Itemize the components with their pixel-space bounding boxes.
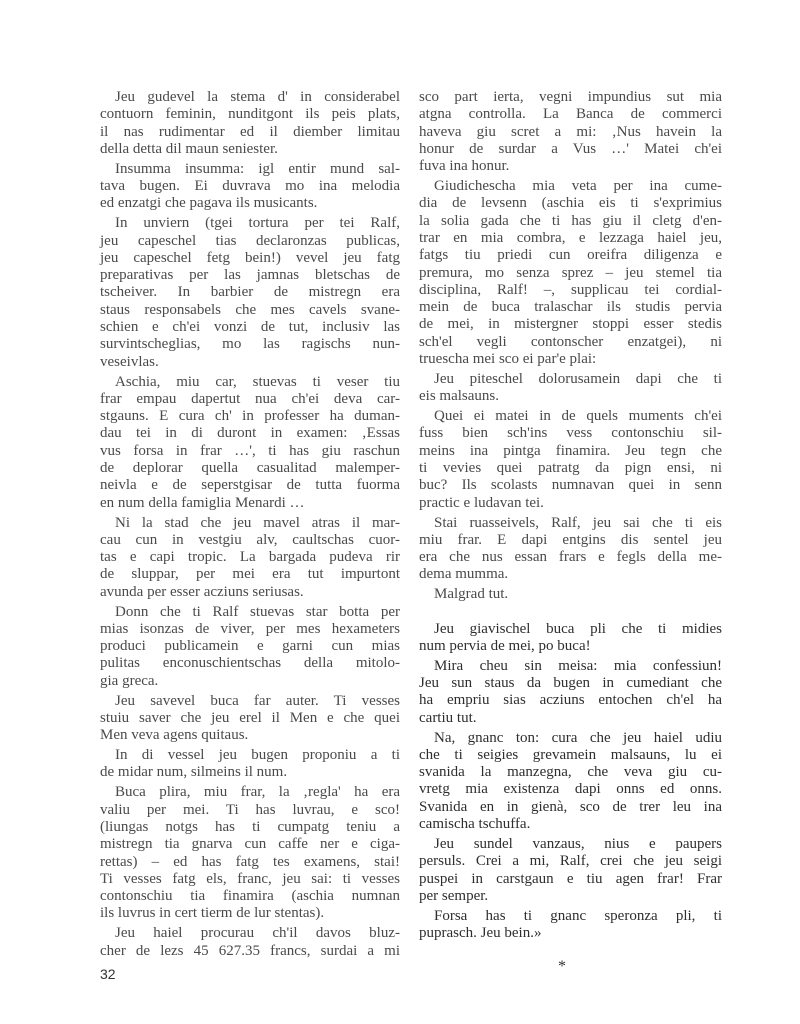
text-line: meins ina pintga finamira. Jeu tegn che — [419, 442, 722, 459]
paragraph — [419, 621, 722, 656]
text-line: Donn che ti Ralf stuevas star botta per — [115, 603, 400, 620]
text-line: Jeu giavischel buca pli che ti midies — [434, 620, 722, 637]
text-line: Buca plira, miu frar, la ‚regla' ha era — [115, 784, 400, 801]
text-line: fuss bien sch'ins vess contonschiu sil- — [419, 425, 722, 442]
text-line: honur de surdar a Vus …' Matei ch'ei — [419, 140, 722, 157]
text-line: valiu per mei. Ti has luvrau, e sco! — [100, 801, 400, 818]
paragraph — [100, 89, 400, 158]
text-line: fuva ina honur. — [419, 158, 510, 175]
text-line: Jeu haiel procurau ch'il davos bluz- — [115, 925, 400, 942]
text-column-left — [100, 89, 400, 962]
text-line: dia de levsenn (aschia eis ti s'exprimius — [419, 195, 722, 212]
paragraph — [419, 730, 722, 834]
text-line: il nas rudimentar ed il diember limitau — [100, 123, 400, 140]
text-line: camischa tschuffa. — [419, 816, 531, 833]
paragraph — [100, 693, 400, 745]
text-line: disciplina, Ralf! –, supplicau tei cordial- — [419, 281, 722, 298]
text-line: Stai ruasseivels, Ralf, jeu sai che ti eis — [434, 514, 722, 531]
text-line: vus forsa in frar …', ti has giu raschun — [100, 442, 400, 459]
text-line: la solia gada che ti has giu il cletg d'en- — [419, 212, 722, 229]
text-line: veseivlas. — [100, 353, 159, 370]
text-line: Jeu sun staus da bugen in cumediant che — [419, 675, 722, 692]
text-line: Aschia, miu car, stuevas ti veser tiu — [115, 373, 400, 390]
text-line: Mira cheu sin meisa: mia confessiun! — [434, 657, 722, 674]
text-line: Forsa has ti gnanc speronza pli, ti — [434, 907, 722, 924]
text-line: gia greca. — [100, 672, 159, 689]
text-line: Malgrad tut. — [434, 586, 509, 603]
text-line: de midar num, silmeins il num. — [100, 764, 288, 781]
paragraph — [100, 215, 400, 371]
text-line: che ti seigies grevamein malsauns, lu ei — [419, 746, 722, 763]
paragraph — [419, 586, 722, 603]
text-line: della detta dil maun seniester. — [100, 140, 278, 157]
text-line: tava bugen. Ei duvrava mo ina melodia — [100, 178, 400, 195]
text-line: stgauns. E cura ch' in professer ha duman- — [100, 408, 400, 425]
text-line: tscheiver. In barbier de mistregn era — [100, 284, 400, 301]
text-column-right — [419, 89, 722, 945]
text-line: practic e ludavan tei. — [419, 494, 544, 511]
text-line: truescha mei sco ei par'e plai: — [419, 351, 597, 368]
text-line: ha empriu sias acziuns entochen ch'el ha — [419, 692, 722, 709]
text-line: Men veva agens quitaus. — [100, 727, 249, 744]
text-line: pulitas enconuschientschas della mitolo- — [100, 655, 400, 672]
text-line: produci publicamein e garni cun mias — [100, 638, 400, 655]
text-line: per semper. — [419, 887, 489, 904]
text-line: puspei in carstgaun e tiu agen frar! Frar — [419, 870, 722, 887]
text-line: eis malsauns. — [419, 388, 499, 405]
text-line: In unviern (tgei tortura per tei Ralf, — [115, 215, 400, 232]
text-line: sch'el vegli contonscher enzatgei), ni — [419, 333, 722, 350]
text-line: puprasch. Jeu bein.» — [419, 925, 542, 941]
paragraph — [100, 925, 400, 960]
text-line: Jeu gudevel la stema d' in considerabel — [115, 89, 400, 105]
text-line: atgna controlla. La Banca de commerci — [419, 106, 722, 123]
paragraph — [419, 908, 722, 943]
text-line: cher de lezs 45 627.35 francs, surdai a mi — [100, 942, 400, 959]
text-line: vretg mia existenza dapi onns ed onns. — [419, 781, 722, 798]
paragraph — [100, 161, 400, 213]
text-line: de deplorar quella casualitad malemper- — [100, 460, 400, 477]
text-line: cau cun in vestgiu alv, caultschas cuor- — [100, 531, 400, 548]
text-line: mein de buca tralaschar ils studis pervia — [419, 299, 722, 316]
text-line: survintscheglias, mo las ragischs nun- — [100, 336, 400, 353]
paragraph — [419, 658, 722, 727]
text-line: contuorn feminin, nunditgont ils peis plats, — [100, 106, 400, 123]
text-line: stuiu saver che jeu erel il Men e che quei — [100, 709, 400, 726]
text-line: Quei ei matei in de quels muments ch'ei — [434, 408, 722, 425]
paragraph — [100, 374, 400, 512]
section-break-asterisk: * — [558, 958, 566, 975]
paragraph — [419, 178, 722, 368]
text-line: Giudichescha mia veta per ina cume- — [434, 178, 722, 195]
text-line: schien e ch'ei vonzi de tut, inclusiv las — [100, 319, 400, 336]
text-line: de sluppar, per mei era tut impurtont — [100, 566, 400, 583]
text-line: premura, mo senza sprez – jeu stemel tia — [419, 264, 722, 281]
text-line: Jeu sundel vanzaus, nius e paupers — [434, 835, 722, 852]
text-line: contonschiu tia finamira (aschia numnan — [100, 888, 400, 905]
paragraph — [419, 515, 722, 584]
paragraph — [100, 604, 400, 690]
text-line: Na, gnanc ton: cura che jeu haiel udiu — [434, 729, 722, 746]
text-line: In di vessel jeu bugen proponiu a ti — [115, 747, 400, 764]
text-line: preparativas per las jamnas bletschas de — [100, 267, 400, 284]
paragraph — [100, 747, 400, 782]
page-number: 32 — [100, 966, 116, 982]
text-line: avunda per esser acziuns seriusas. — [100, 583, 304, 600]
text-line: Jeu savevel buca far auter. Ti vesses — [115, 692, 400, 709]
text-line: dema mumma. — [419, 566, 509, 583]
text-line: staus responsabels che mes cavels svane- — [100, 301, 400, 318]
text-line: ils luvrus in cert tierm de lur stentas). — [100, 905, 325, 922]
text-line: persuls. Crei a mi, Ralf, crei che jeu seigi — [419, 853, 722, 870]
text-line: neivla e de seperstgisar de tutta fuorma — [100, 477, 400, 494]
text-line: Ni la stad che jeu mavel atras il mar- — [115, 514, 400, 531]
text-line: era che nus essan frars e fegls della me- — [419, 549, 722, 566]
text-line: Ti vesses fatg els, franc, jeu sai: ti vesses — [100, 870, 400, 887]
text-line: Jeu piteschel dolorusamein dapi che ti — [434, 370, 722, 387]
text-line: tas e capi tropic. La bargada pudeva rir — [100, 549, 400, 566]
text-line: dau tei in di duront in examen: ‚Essas — [100, 425, 400, 442]
text-line: mistregn tia gnarva cun caffe ner e ciga- — [100, 836, 400, 853]
text-line: de mei, in mistergner stoppi esser stedis — [419, 316, 722, 333]
text-line: miu frar. E dapi entgins dis sentel jeu — [419, 531, 722, 548]
text-line: haveva giu scret a mi: ‚Nus havein la — [419, 123, 722, 140]
paragraph — [100, 515, 400, 601]
paragraph — [100, 784, 400, 922]
text-line: frar empau dapertut nua ch'ei deva car- — [100, 390, 400, 407]
paragraph — [419, 836, 722, 905]
text-line: trar en mia combra, e lezzaga haiel jeu, — [419, 229, 722, 246]
text-line: num pervia de mei, po buca! — [419, 637, 591, 654]
text-line: ed enzatgi che pagava ils musicants. — [100, 195, 318, 212]
text-line: mias isonzas de viver, per mes hexameters — [100, 620, 400, 637]
text-line: svanida la manzegna, che veva giu cu- — [419, 764, 722, 781]
paragraph — [419, 408, 722, 512]
text-line: ti vevies quei patratg da pign ensi, ni — [419, 460, 722, 477]
text-line: sco part ierta, vegni impundius sut mia — [419, 89, 722, 105]
text-line: Svanida en in gienà, sco de trer leu ina — [419, 798, 722, 815]
text-line: buc? Ils scolasts numnavan quei in senn — [419, 477, 722, 494]
text-line: en num della famiglia Menardi … — [100, 494, 305, 511]
text-line: jeu capeschel fetg bein!) vevel jeu fatg — [100, 249, 400, 266]
paragraph — [419, 371, 722, 406]
text-line: rettas) – ed has fatg tes examens, stai! — [100, 853, 400, 870]
text-line: fatgs tiu priedi cun oreifra diligenza e — [419, 247, 722, 264]
text-line: jeu capeschel tias declaronzas publicas, — [100, 232, 400, 249]
text-line: (liungas notgs has ti cumpatg teniu a — [100, 818, 400, 835]
paragraph — [419, 89, 722, 175]
text-line: Insumma insumma: igl entir mund sal- — [115, 160, 400, 177]
text-line: cartiu tut. — [419, 709, 477, 726]
